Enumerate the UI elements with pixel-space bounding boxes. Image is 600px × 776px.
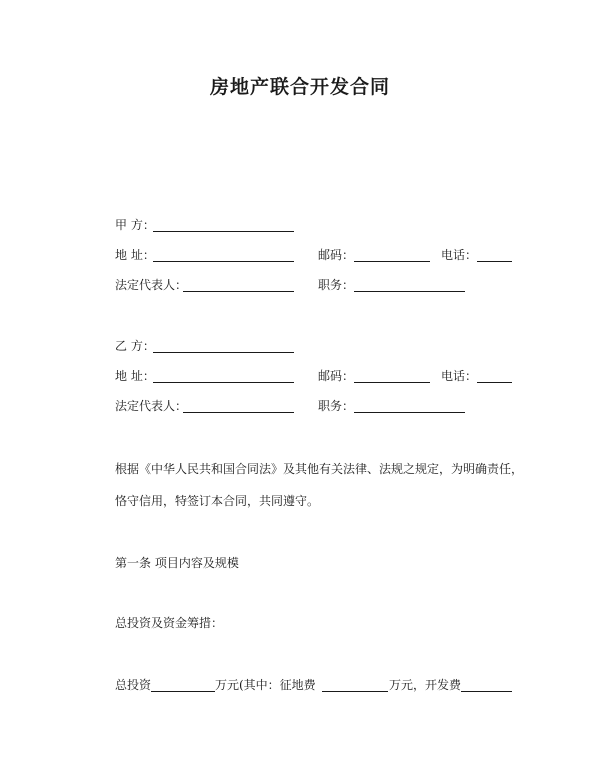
party-a-legal-rep-row: [0, 277, 600, 297]
party-b-legal-rep-row: [0, 398, 600, 418]
land-fee-blank[interactable]: [322, 691, 388, 692]
party-b-position-label: 职务：: [318, 399, 355, 413]
party-a-address-label: 地 址：: [115, 248, 155, 262]
party-b-legal-rep-blank[interactable]: [183, 412, 294, 413]
party-b-name-row: [0, 338, 600, 358]
party-a-position-blank[interactable]: [354, 291, 465, 292]
party-a-phone-label: 电话：: [441, 248, 478, 262]
party-b-label: 乙 方：: [115, 339, 155, 353]
party-a-position-label: 职务：: [318, 278, 355, 292]
party-a-name-blank[interactable]: [153, 231, 294, 232]
party-a-legal-rep-label: 法定代表人：: [115, 278, 188, 292]
party-b-name-blank[interactable]: [153, 352, 294, 353]
party-b-address-label: 地 址：: [115, 369, 155, 383]
party-b-position-blank[interactable]: [354, 412, 465, 413]
preamble-line-1: 根据《中华人民共和国合同法》及其他有关法律、法规之规定，为明确责任，: [115, 462, 524, 476]
party-b-phone-blank[interactable]: [477, 382, 512, 383]
party-a-postcode-label: 邮码：: [318, 248, 355, 262]
investment-heading: 总投资及资金筹措：: [115, 616, 224, 630]
party-b-legal-rep-label: 法定代表人：: [115, 399, 188, 413]
land-fee-label: 万元(其中：征地费: [215, 678, 316, 692]
party-b-postcode-blank[interactable]: [354, 382, 430, 383]
total-investment-label: 总投资: [115, 678, 152, 692]
article-1-heading: 第一条 项目内容及规模: [115, 556, 239, 570]
document-title: 房地产联合开发合同: [209, 76, 390, 98]
party-a-legal-rep-blank[interactable]: [183, 291, 294, 292]
party-b-address-row: [0, 368, 600, 388]
party-a-postcode-blank[interactable]: [354, 261, 430, 262]
preamble-line-2: 恪守信用，特签订本合同，共同遵守。: [115, 494, 320, 508]
party-a-address-blank[interactable]: [153, 261, 294, 262]
investment-row: [0, 677, 600, 697]
party-a-label: 甲 方：: [115, 218, 155, 232]
party-b-phone-label: 电话：: [441, 369, 478, 383]
party-b-postcode-label: 邮码：: [318, 369, 355, 383]
development-fee-label: 万元，开发费: [389, 678, 462, 692]
party-a-name-row: [0, 217, 600, 237]
party-a-phone-blank[interactable]: [477, 261, 512, 262]
total-investment-blank[interactable]: [151, 691, 215, 692]
party-b-address-blank[interactable]: [153, 382, 294, 383]
development-fee-blank[interactable]: [461, 691, 512, 692]
party-a-address-row: [0, 247, 600, 267]
